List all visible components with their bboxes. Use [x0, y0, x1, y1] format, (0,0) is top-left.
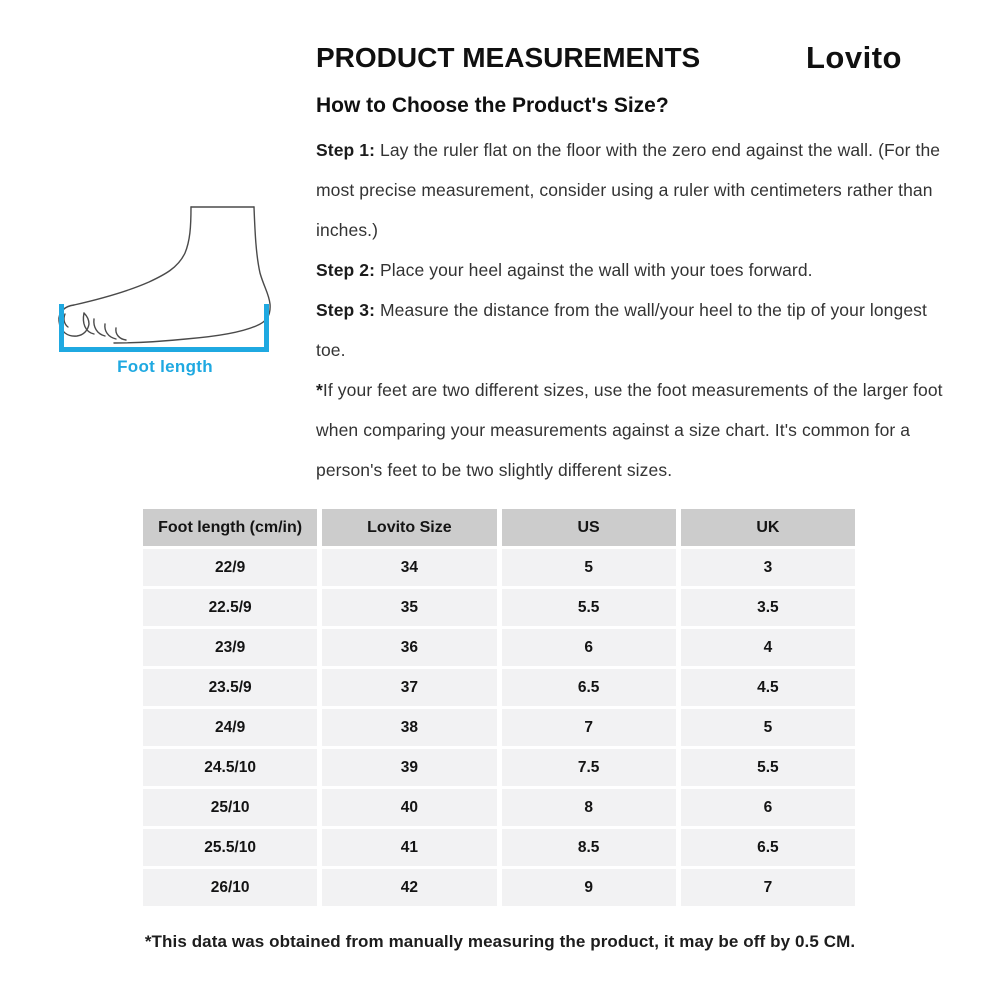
step-1-label: Step 1: [316, 140, 376, 160]
step-1-text: Lay the ruler flat on the floor with the zero end against the wall. (For the most precise measurement, consider using a ruler with centimeters rather than inches.) [316, 140, 941, 240]
table-cell: 22/9 [143, 549, 317, 586]
table-row [143, 709, 855, 746]
size-chart-table [138, 506, 860, 909]
table-cell: 24.5/10 [143, 749, 317, 786]
table-cell: 40 [322, 789, 496, 826]
table-cell: 35 [322, 589, 496, 626]
step-1 [316, 130, 958, 250]
table-row [143, 829, 855, 866]
section-heading: How to Choose the Product's Size? [316, 94, 669, 117]
table-cell: 8.5 [502, 829, 676, 866]
step-2-text: Place your heel against the wall with your toes forward. [375, 260, 813, 280]
table-header-cell: UK [681, 509, 855, 546]
footer-disclaimer: *This data was obtained from manually measuring the product, it may be off by 0.5 CM. [144, 932, 856, 951]
table-cell: 6.5 [502, 669, 676, 706]
foot-length-label: Foot length [117, 357, 213, 376]
table-cell: 4.5 [681, 669, 855, 706]
table-cell: 7 [502, 709, 676, 746]
table-cell: 9 [502, 869, 676, 906]
table-cell: 23/9 [143, 629, 317, 666]
note-asterisk: * [316, 380, 323, 400]
table-row [143, 629, 855, 666]
table-row [143, 549, 855, 586]
table-cell: 22.5/9 [143, 589, 317, 626]
table-cell: 26/10 [143, 869, 317, 906]
table-cell: 3 [681, 549, 855, 586]
table-row [143, 589, 855, 626]
step-3-text: Measure the distance from the wall/your heel to the tip of your longest toe. [316, 300, 927, 360]
table-header-cell: US [502, 509, 676, 546]
size-chart-body [143, 549, 855, 906]
table-header-cell: Foot length (cm/in) [143, 509, 317, 546]
size-chart-header [143, 509, 855, 546]
foot-outline-icon [52, 193, 278, 355]
table-row [143, 789, 855, 826]
table-row [143, 749, 855, 786]
table-cell: 38 [322, 709, 496, 746]
table-cell: 6.5 [681, 829, 855, 866]
brand-logo: Lovito [806, 40, 902, 75]
table-cell: 5.5 [502, 589, 676, 626]
feet-size-note [316, 370, 958, 490]
table-cell: 7.5 [502, 749, 676, 786]
table-row [143, 869, 855, 906]
page-title: PRODUCT MEASUREMENTS [316, 42, 701, 73]
table-cell: 25.5/10 [143, 829, 317, 866]
note-text: If your feet are two different sizes, use the foot measurements of the larger foot when comparing your measurements against a size chart. It's common for a person's feet to be two slightly different sizes. [316, 380, 943, 480]
step-3 [316, 290, 958, 370]
table-cell: 5 [681, 709, 855, 746]
table-header-row [143, 509, 855, 546]
table-cell: 36 [322, 629, 496, 666]
table-cell: 37 [322, 669, 496, 706]
table-cell: 24/9 [143, 709, 317, 746]
table-cell: 39 [322, 749, 496, 786]
table-cell: 5.5 [681, 749, 855, 786]
instructions-section [316, 94, 958, 490]
table-row [143, 669, 855, 706]
step-2-label: Step 2: [316, 260, 376, 280]
table-cell: 4 [681, 629, 855, 666]
table-cell: 34 [322, 549, 496, 586]
step-2 [316, 250, 958, 290]
table-cell: 42 [322, 869, 496, 906]
size-chart [138, 506, 860, 909]
table-cell: 5 [502, 549, 676, 586]
step-3-label: Step 3: [316, 300, 376, 320]
table-cell: 6 [681, 789, 855, 826]
table-cell: 25/10 [143, 789, 317, 826]
foot-measurement-diagram [52, 193, 278, 377]
table-cell: 8 [502, 789, 676, 826]
table-cell: 7 [681, 869, 855, 906]
table-cell: 6 [502, 629, 676, 666]
table-cell: 23.5/9 [143, 669, 317, 706]
table-header-cell: Lovito Size [322, 509, 496, 546]
table-cell: 3.5 [681, 589, 855, 626]
table-cell: 41 [322, 829, 496, 866]
